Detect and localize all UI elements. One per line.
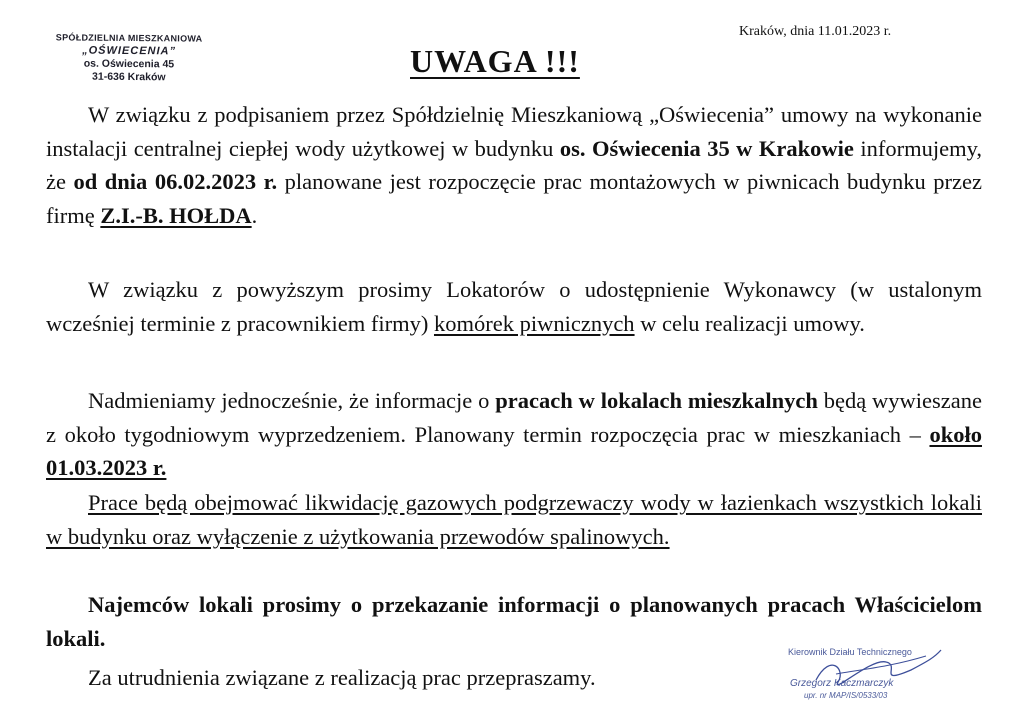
p1-text-c: informujemy, że xyxy=(46,135,982,194)
p3-text-c: będą wywieszane z około tygodniowym wyprzedzeniem. Planowany termin rozpoczęcia prac w mieszkaniach – xyxy=(46,388,982,447)
p1-start-date: od dnia 06.02.2023 r. xyxy=(73,169,278,194)
p1-text-a: W związku z podpisaniem przez Spółdzielnię Mieszkaniową „Oświecenia” umowy na wykonanie instalacji centralnej ciepłej wody użytkowej w budynku xyxy=(46,102,982,161)
p2-text-a: W związku z powyższym prosimy Lokatorów o udostępnienie Wykonawcy (w ustalonym wcześniej terminie z pracownikiem firmy) xyxy=(46,277,982,336)
p2-basements: komórek piwnicznych xyxy=(433,310,635,336)
p3-apartments: pracach w lokalach mieszkalnych xyxy=(495,388,818,413)
p1-text-e: planowane jest rozpoczęcie prac montażowych w piwnicach budynku przez firmę xyxy=(46,169,982,228)
notice-title: UWAGA !!! xyxy=(410,43,580,79)
paragraph-contract xyxy=(46,98,982,232)
p2-text-c: w celu realizacji umowy. xyxy=(634,310,865,336)
p3-date: około 01.03.2023 r. xyxy=(46,421,982,480)
p1-address: os. Oświecenia 35 w Krakowie xyxy=(559,135,854,161)
stamp-line-name: „OŚWIECENIA” xyxy=(82,44,177,58)
p1-text-g: . xyxy=(251,202,258,228)
paragraph-apartments xyxy=(46,384,982,485)
signature-name: Grzegorz Kaczmarczyk xyxy=(790,678,894,689)
stamp-line-city: 31-636 Kraków xyxy=(92,70,166,84)
paragraph-works-scope: Prace będą obejmować likwidację gazowych podgrzewaczy wody w łazienkach wszystkich lokali w budynku oraz wyłączenie z użytkowania przewodów spalinowych. xyxy=(46,490,982,549)
cooperative-stamp xyxy=(44,31,214,84)
p1-company: Z.I.-B. HOŁDA xyxy=(100,202,252,228)
paragraph-tenants: Najemców lokali prosimy o przekazanie informacji o planowanych pracach Właścicielom lokali. xyxy=(46,592,982,651)
signature-license: upr. nr MAP/IS/0533/03 xyxy=(804,691,888,700)
signature-stamp xyxy=(776,640,946,710)
signature-position: Kierownik Działu Technicznego xyxy=(788,647,912,657)
handwritten-signature-icon xyxy=(776,640,946,710)
document-date: Kraków, dnia 11.01.2023 r. xyxy=(739,24,892,39)
paragraph-basements xyxy=(46,273,982,340)
paragraph-apology: Za utrudnienia związane z realizacją prac przepraszamy. xyxy=(88,665,596,690)
stamp-line-street: os. Oświecenia 45 xyxy=(83,57,175,71)
stamp-line-org: SPÓŁDZIELNIA MIESZKANIOWA xyxy=(55,32,203,44)
p3-text-a: Nadmieniamy jednocześnie, że informacje o xyxy=(88,388,496,413)
